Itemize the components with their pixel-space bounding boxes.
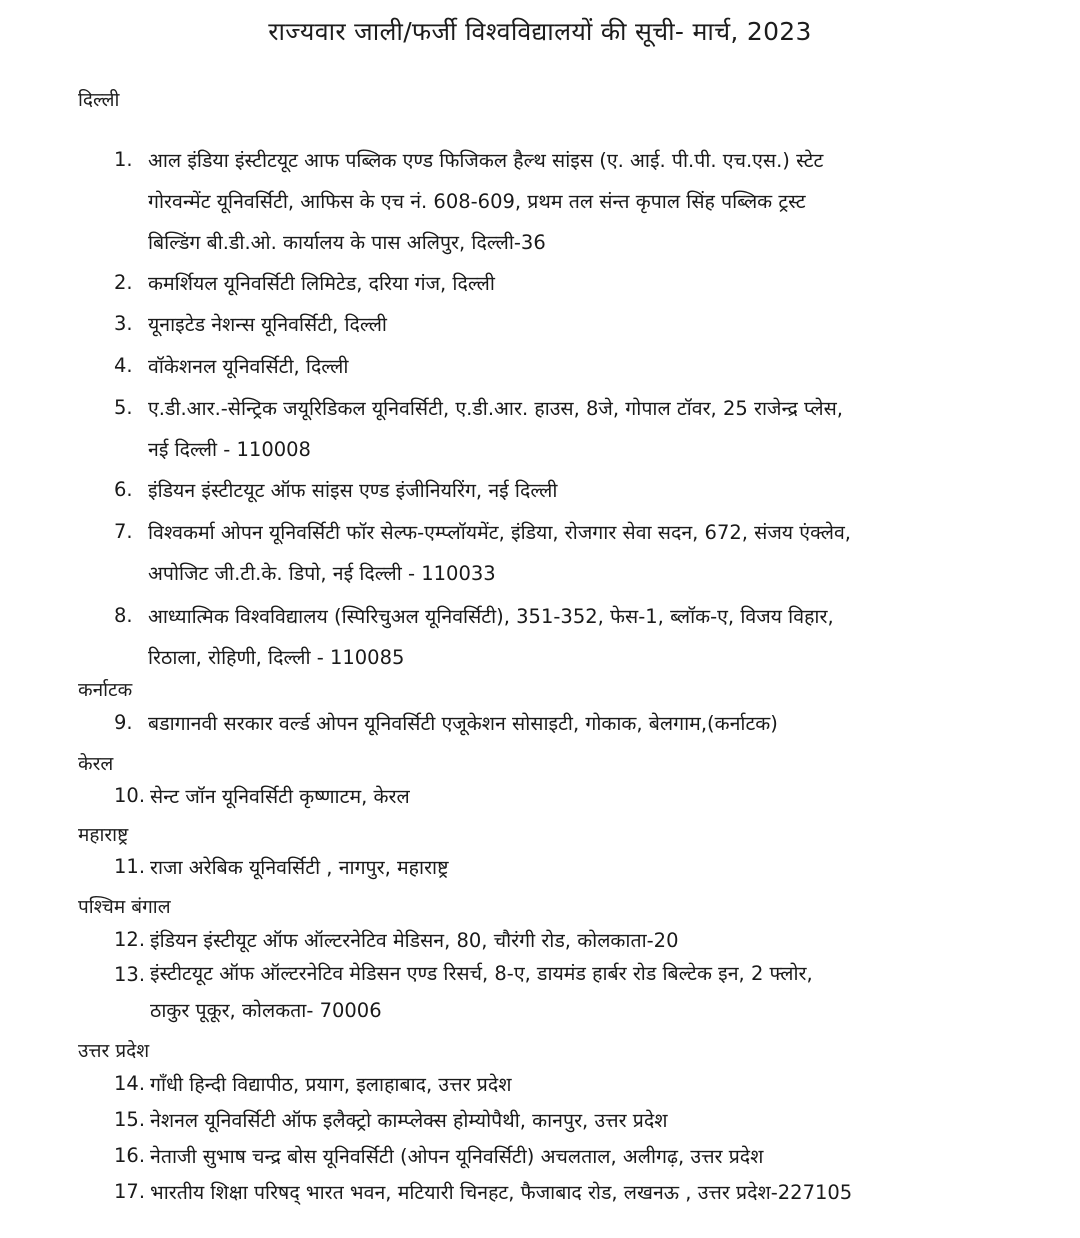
item-number: 17.: [114, 1180, 146, 1203]
item-text: नेताजी सुभाष चन्द्र बोस यूनिवर्सिटी (ओपन यूनिवर्सिटी) अचलताल, अलीगढ़, उत्तर प्रदेश: [150, 1145, 764, 1168]
item-text: यूनाइटेड नेशन्स यूनिवर्सिटी, दिल्ली: [148, 313, 387, 336]
item-number: 9.: [114, 711, 133, 734]
item-number: 5.: [114, 396, 133, 419]
state-heading-delhi: दिल्ली: [78, 89, 120, 111]
item-number: 7.: [114, 520, 133, 543]
document-title: राज्यवार जाली/फर्जी विश्वविद्यालयों की सूची- मार्च, 2023: [268, 17, 812, 46]
item-text: बडागानवी सरकार वर्ल्ड ओपन यूनिवर्सिटी एजूकेशन सोसाइटी, गोकाक, बेलगाम,(कर्नाटक): [148, 712, 778, 735]
state-heading-uttar-pradesh: उत्तर प्रदेश: [78, 1040, 150, 1062]
item-text: ए.डी.आर.-सेन्ट्रिक जयूरिडिकल यूनिवर्सिटी, ए.डी.आर. हाउस, 8जे, गोपाल टॉवर, 25 राजेन्द्र प्लेस, नई दिल्ली - 110008: [148, 397, 843, 461]
item-text: गाँधी हिन्दी विद्यापीठ, प्रयाग, इलाहाबाद, उत्तर प्रदेश: [150, 1073, 512, 1096]
item-text: कमर्शियल यूनिवर्सिटी लिमिटेड, दरिया गंज, दिल्ली: [148, 272, 495, 295]
item-number: 8.: [114, 604, 133, 627]
state-heading-karnataka: कर्नाटक: [78, 679, 133, 701]
item-number: 15.: [114, 1108, 146, 1131]
state-heading-kerala: केरल: [78, 753, 114, 775]
item-text: आल इंडिया इंस्टीटयूट आफ पब्लिक एण्ड फिजिकल हैल्थ सांइस (ए. आई. पी.पी. एच.एस.) स्टेट गोरवन्मेंट यूनिवर्सिटी, आफिस के एच नं. 608-609, प्रथम तल संन्त कृपाल सिंह पब्लिक ट्रस्ट बिल्डिंग बी.डी.ओ. कार्यालय के पास अलिपुर, दिल्ली-36: [148, 149, 824, 254]
item-text: नेशनल यूनिवर्सिटी ऑफ इलैक्ट्रो काम्प्लेक्स होम्योपैथी, कानपुर, उत्तर प्रदेश: [150, 1109, 668, 1132]
state-heading-maharashtra: महाराष्ट्र: [78, 824, 129, 846]
item-number: 11.: [114, 855, 146, 878]
item-number: 6.: [114, 478, 133, 501]
item-text: राजा अरेबिक यूनिवर्सिटी , नागपुर, महाराष्ट्र: [150, 856, 449, 879]
item-number: 1.: [114, 148, 133, 171]
item-text: इंस्टीटयूट ऑफ ऑल्टरनेटिव मेडिसन एण्ड रिसर्च, 8-ए, डायमंड हार्बर रोड बिल्टेक इन, 2 फ्लोर, ठाकुर पूकूर, कोलकता- 70006: [150, 962, 813, 1022]
item-text: वॉकेशनल यूनिवर्सिटी, दिल्ली: [148, 355, 349, 378]
item-text: आध्यात्मिक विश्वविद्यालय (स्पिरिचुअल यूनिवर्सिटी), 351-352, फेस-1, ब्लॉक-ए, विजय विहार, रिठाला, रोहिणी, दिल्ली - 110085: [148, 605, 834, 669]
item-number: 14.: [114, 1072, 146, 1095]
item-text: विश्वकर्मा ओपन यूनिवर्सिटी फॉर सेल्फ-एम्प्लॉयमेंट, इंडिया, रोजगार सेवा सदन, 672, संजय एंक्लेव, अपोजिट जी.टी.के. डिपो, नई दिल्ली - 110033: [148, 521, 851, 585]
state-heading-west-bengal: पश्चिम बंगाल: [78, 896, 171, 918]
item-number: 10.: [114, 784, 146, 807]
item-number: 13.: [114, 963, 146, 986]
item-text: इंडियन इंस्टीटयूट ऑफ सांइस एण्ड इंजीनियरिंग, नई दिल्ली: [148, 479, 558, 502]
item-number: 12.: [114, 928, 146, 951]
item-number: 16.: [114, 1144, 146, 1167]
item-number: 4.: [114, 354, 133, 377]
item-text: सेन्ट जॉन यूनिवर्सिटी कृष्णाटम, केरल: [150, 785, 410, 808]
item-text: इंडियन इंस्टीयूट ऑफ ऑल्टरनेटिव मेडिसन, 80, चौरंगी रोड, कोलकाता-20: [150, 929, 679, 952]
item-text: भारतीय शिक्षा परिषद् भारत भवन, मटियारी चिनहट, फैजाबाद रोड, लखनऊ , उत्तर प्रदेश-227105: [150, 1181, 853, 1204]
item-number: 3.: [114, 312, 133, 335]
item-number: 2.: [114, 271, 133, 294]
